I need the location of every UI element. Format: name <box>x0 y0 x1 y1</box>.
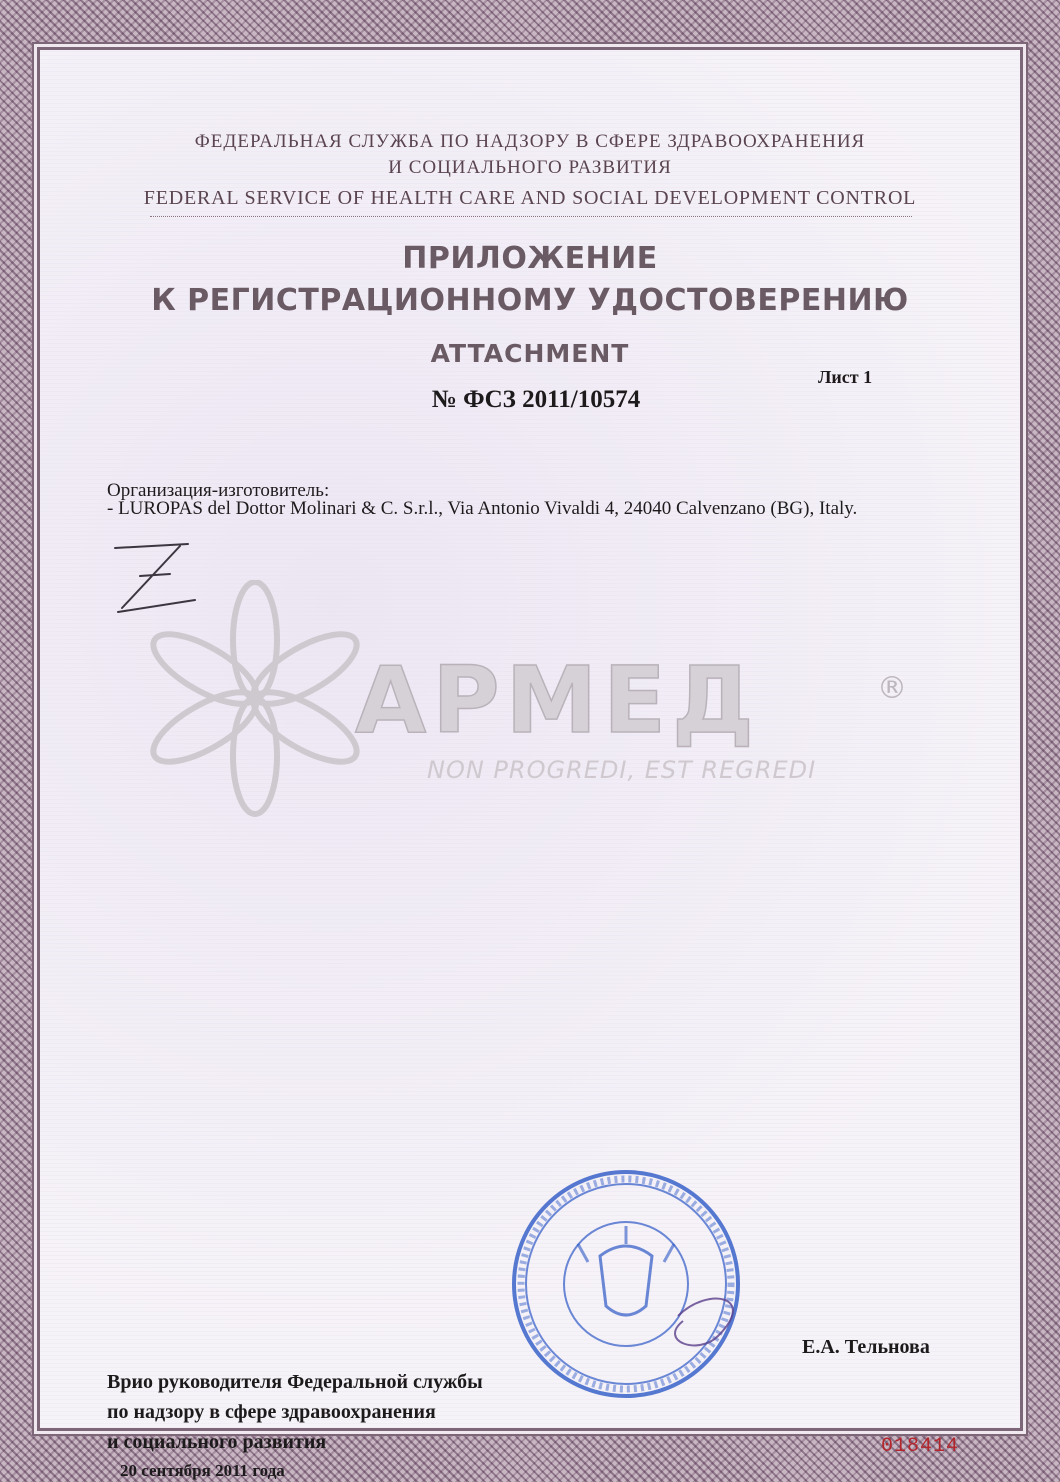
agency-name-en: FEDERAL SERVICE OF HEALTH CARE AND SOCIAL DEVELOPMENT CONTROL <box>143 187 917 209</box>
signature-title-line1: Врио руководителя Федеральной службы <box>107 1371 483 1393</box>
signature-title-line2: по надзору в сфере здравоохранения <box>107 1401 436 1423</box>
signer-name: Е.А. Тельнова <box>802 1336 930 1358</box>
watermark-brand: АРМЕД <box>355 647 760 754</box>
manufacturer-label: Организация-изготовитель: <box>107 480 330 501</box>
armed-watermark-logo <box>115 580 915 870</box>
registered-mark: ® <box>877 671 907 706</box>
watermark-motto: NON PROGREDI, EST REGREDI <box>427 756 817 784</box>
sheet-number: Лист 1 <box>818 367 873 387</box>
manufacturer-details: - LUROPAS del Dottor Molinari & C. S.r.l., Via Antonio Vivaldi 4, 24040 Calvenzano (BG), Italy. <box>107 498 858 519</box>
header-divider <box>150 216 912 217</box>
document-title-line1: ПРИЛОЖЕНИЕ <box>402 241 658 276</box>
signature-title-line3: и социального развития <box>107 1431 327 1453</box>
issue-date: 20 сентября 2011 года <box>120 1461 285 1480</box>
serial-number: 018414 <box>881 1435 960 1458</box>
registration-number: № ФСЗ 2011/10574 <box>431 386 641 413</box>
agency-name-ru-line1: ФЕДЕРАЛЬНАЯ СЛУЖБА ПО НАДЗОРУ В СФЕРЕ ЗДРАВООХРАНЕНИЯ <box>194 131 866 152</box>
attachment-heading: ATTACHMENT <box>430 339 630 368</box>
document-title-line2: К РЕГИСТРАЦИОННОМУ УДОСТОВЕРЕНИЮ <box>151 283 909 318</box>
agency-name-ru-line2: И СОЦИАЛЬНОГО РАЗВИТИЯ <box>388 157 672 178</box>
official-seal-stamp <box>508 1166 744 1402</box>
